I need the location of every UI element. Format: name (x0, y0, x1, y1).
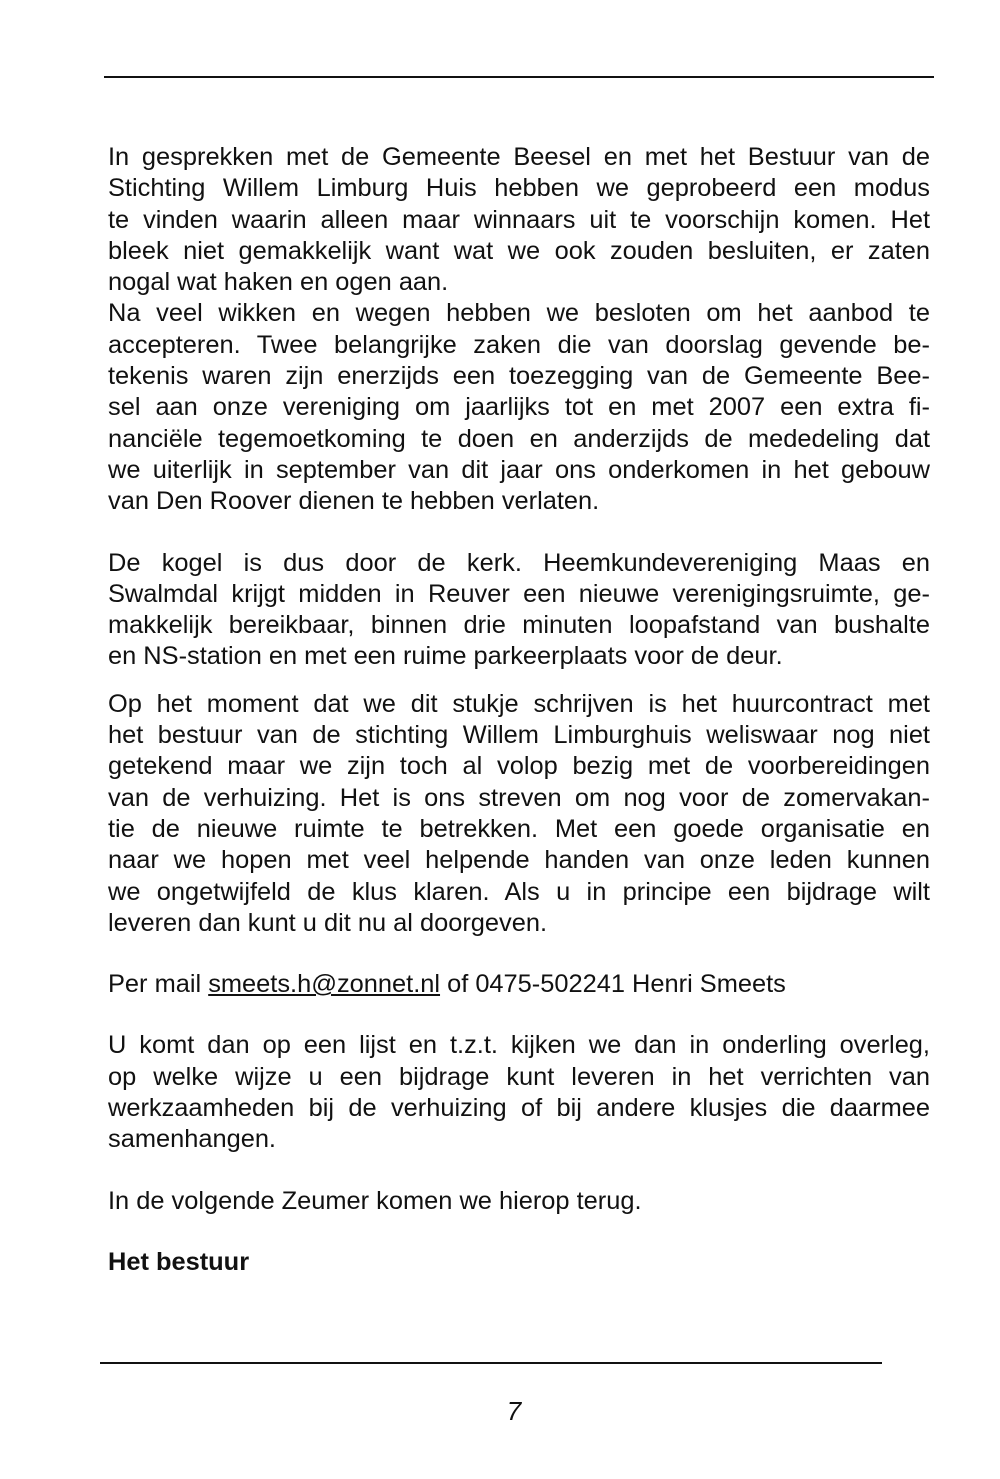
paragraph-aanbod (108, 298, 930, 517)
text-line (108, 969, 930, 1000)
text-line: van Den Roover dienen te hebben verlaten. (108, 487, 600, 516)
text-line: getekend maar we zijn toch al volop bezig met de voorbereidingen (108, 752, 930, 781)
signature: Het bestuur (108, 1247, 250, 1276)
text-line: het bestuur van de stichting Willem Limburghuis weliswaar nog niet (108, 721, 930, 750)
text-line: In gesprekken met de Gemeente Beesel en met het Bestuur van de (108, 143, 930, 171)
text-line: bleek niet gemakkelijk want wat we ook zouden besluiten, er zaten (108, 236, 930, 265)
text-line: we uiterlijk in september van dit jaar ons onderkomen in het gebouw (108, 455, 930, 484)
paragraph-spacer (108, 518, 930, 548)
text-line: U komt dan op een lijst en t.z.t. kijken we dan in onderling overleg, (108, 1031, 930, 1060)
paragraph-spacer (108, 1000, 930, 1030)
text-line: nanciële tegemoetkoming te doen en anderzijds de mededeling dat (108, 424, 930, 453)
closing-line: In de volgende Zeumer komen we hierop terug. (108, 1186, 642, 1215)
text-line: De kogel is dus door de kerk. Heemkundevereniging Maas en (108, 548, 930, 577)
email-link[interactable]: smeets.h@zonnet.nl (208, 970, 441, 999)
closing-paragraph (108, 1186, 930, 1217)
text-line: nogal wat haken en ogen aan. (108, 268, 449, 297)
top-rule (104, 76, 934, 78)
bottom-rule (100, 1362, 882, 1364)
signature-paragraph (108, 1247, 930, 1278)
paragraph-huurcontract (108, 689, 930, 939)
paragraph-spacer (108, 1217, 930, 1247)
contact-prefix: Per mail (108, 970, 209, 999)
paragraph-spacer (108, 673, 930, 689)
paragraph-spacer (108, 939, 930, 969)
text-line: sel aan onze vereniging om jaarlijks tot en met 2007 een extra fi- (108, 393, 930, 422)
article-body (108, 142, 930, 1278)
text-line: we ongetwijfeld de klus klaren. Als u in principe een bijdrage wilt (108, 877, 930, 906)
text-line: werkzaamheden bij de verhuizing of bij andere klusjes die daarmee (108, 1094, 930, 1123)
contact-suffix: of 0475-502241 Henri Smeets (440, 970, 786, 999)
text-line: samenhangen. (108, 1125, 276, 1154)
text-line: tekenis waren zijn enerzijds een toezegging van de Gemeente Bee- (108, 362, 930, 391)
text-line: van de verhuizing. Het is ons streven om nog voor de zomervakan- (108, 783, 930, 812)
contact-line (108, 969, 930, 1000)
text-line: te vinden waarin alleen maar winnaars uit te voorschijn komen. Het (108, 205, 930, 234)
text-line: tie de nieuwe ruimte te betrekken. Met een goede organisatie en (108, 814, 930, 843)
text-line: Stichting Willem Limburg Huis hebben we geprobeerd een modus (108, 174, 930, 203)
text-line: makkelijk bereikbaar, binnen drie minuten loopafstand van bushalte (108, 611, 930, 640)
paragraph-kogel (108, 548, 930, 673)
page-number: 7 (506, 1396, 522, 1426)
text-line: accepteren. Twee belangrijke zaken die van doorslag gevende be- (108, 330, 930, 359)
text-line: op welke wijze u een bijdrage kunt leveren in het verrichten van (108, 1062, 930, 1091)
text-line: naar we hopen met veel helpende handen van onze leden kunnen (108, 846, 930, 875)
text-line: Na veel wikken en wegen hebben we besloten om het aanbod te (108, 299, 930, 328)
text-line: leveren dan kunt u dit nu al doorgeven. (108, 908, 548, 937)
text-line: Swalmdal krijgt midden in Reuver een nieuwe verenigingsruimte, ge- (108, 579, 930, 608)
paragraph-lijst (108, 1030, 930, 1155)
paragraph-gesprekken (108, 142, 930, 298)
paragraph-spacer (108, 1156, 930, 1186)
text-line: Op het moment dat we dit stukje schrijven is het huurcontract met (108, 689, 930, 718)
text-line: en NS-station en met een ruime parkeerplaats voor de deur. (108, 642, 783, 671)
